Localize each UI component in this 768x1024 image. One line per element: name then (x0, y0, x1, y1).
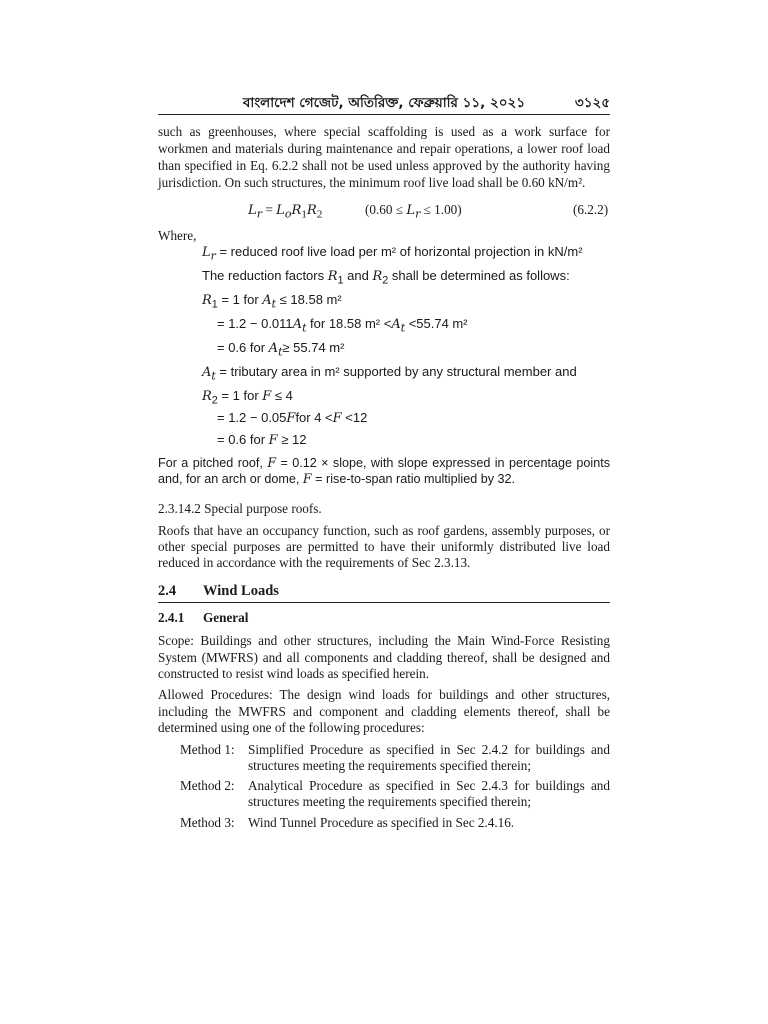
lr-definition: $L_r$ = reduced roof live load per m² of horizontal projection in kN/m² (202, 244, 583, 263)
equation-range: $(0.60 \le L_r \le 1.00)$ (365, 202, 462, 221)
equation-number: (6.2.2) (573, 202, 609, 217)
method-item (180, 742, 610, 776)
page-number: ৩১২৫ (574, 95, 610, 111)
subsection-heading-2-3-14-2: 2.3.14.2 Special purpose roofs. (158, 501, 322, 516)
at-definition: $A_t$ = tributary area in m² supported by any structural member and (202, 364, 577, 383)
allowed-procedures-paragraph: Allowed Procedures: The design wind loads for buildings and other structures, including the MWFRS and component and cladding elements thereof, shall be determined using one of the following procedures: (158, 687, 610, 735)
at-definition-text: = tributary area in m² supported by any structural member and (219, 364, 577, 379)
section-number: 2.4 (158, 583, 177, 599)
section-heading-2-4 (158, 582, 610, 603)
method-label: Method 3: (180, 815, 235, 830)
intro-paragraph: such as greenhouses, where special scaffolding is used as a work surface for workmen and materials during maintenance and repair operations, a lower roof load than specified in Eq. 6.2.2 shall not be used unless approved by the authority having jurisdiction. On such structures, the minimum roof live load shall be 0.60 kN/m². (158, 124, 610, 190)
subsection-number: 2.4.1 (158, 610, 185, 625)
page-header (158, 90, 610, 115)
lr-definition-text: = reduced roof live load per m² of horizontal projection in kN/m² (219, 244, 583, 259)
method-label: Method 2: (180, 778, 235, 793)
r2-line-1: $R_2 = 1$ for F ≤ 4 (202, 388, 293, 407)
gazette-title: বাংলাদেশ গেজেট, অতিরিক্ত, ফেব্রুয়ারি ১১, ২০২১ (242, 95, 526, 111)
equation-lhs: $L_r = L_oR_1R_2$ (248, 202, 323, 221)
method-item (180, 815, 610, 833)
method-item (180, 778, 610, 812)
r1-line-1: $R_1 = 1$ for $A_t \le 18.58$ m² (202, 292, 342, 311)
method-description: Wind Tunnel Procedure as specified in Sec 2.4.16. (248, 815, 515, 830)
scope-paragraph: Scope: Buildings and other structures, including the Main Wind-Force Resisting System (MWFRS) and all components and cladding thereof, shall be designed and constructed to resist wind loads as specified herein. (158, 633, 610, 681)
section-title: Wind Loads (203, 583, 279, 599)
r2-line-3: = 0.6 for F ≥ 12 (217, 432, 307, 448)
pitched-roof-paragraph: For a pitched roof, F = 0.12 × slope, with slope expressed in percentage points and, for an arch or dome, F = rise-to-span ratio multiplied by 32. (158, 455, 610, 486)
method-description: Simplified Procedure as specified in Sec 2.4.2 for buildings and structures meeting the requirements specified therein; (248, 742, 610, 773)
where-label: Where, (158, 228, 197, 243)
r2-line-2: = 1.2 − 0.05Ffor 4 <F <12 (217, 410, 368, 426)
special-purpose-roofs-paragraph: Roofs that have an occupancy function, such as roof gardens, assembly purposes, or other special purposes are permitted to have their uniformly distributed live load reduced in accordance with the requirements of Sec 2.3.13. (158, 523, 610, 570)
method-label: Method 1: (180, 742, 235, 757)
reduction-intro: The reduction factors $R_1$ and $R_2$ shall be determined as follows: (202, 268, 570, 287)
subsection-title: General (203, 610, 249, 625)
r1-line-2: = $1.2 - 0.011A_t$ for 18.58 $m^2 <A_t <55.74$ m² (217, 316, 468, 335)
r1-line-3: = 0.6 for $A_t\ge 55.74$ m² (217, 340, 345, 359)
method-description: Analytical Procedure as specified in Sec 2.4.3 for buildings and structures meeting the requirements specified therein; (248, 778, 610, 809)
